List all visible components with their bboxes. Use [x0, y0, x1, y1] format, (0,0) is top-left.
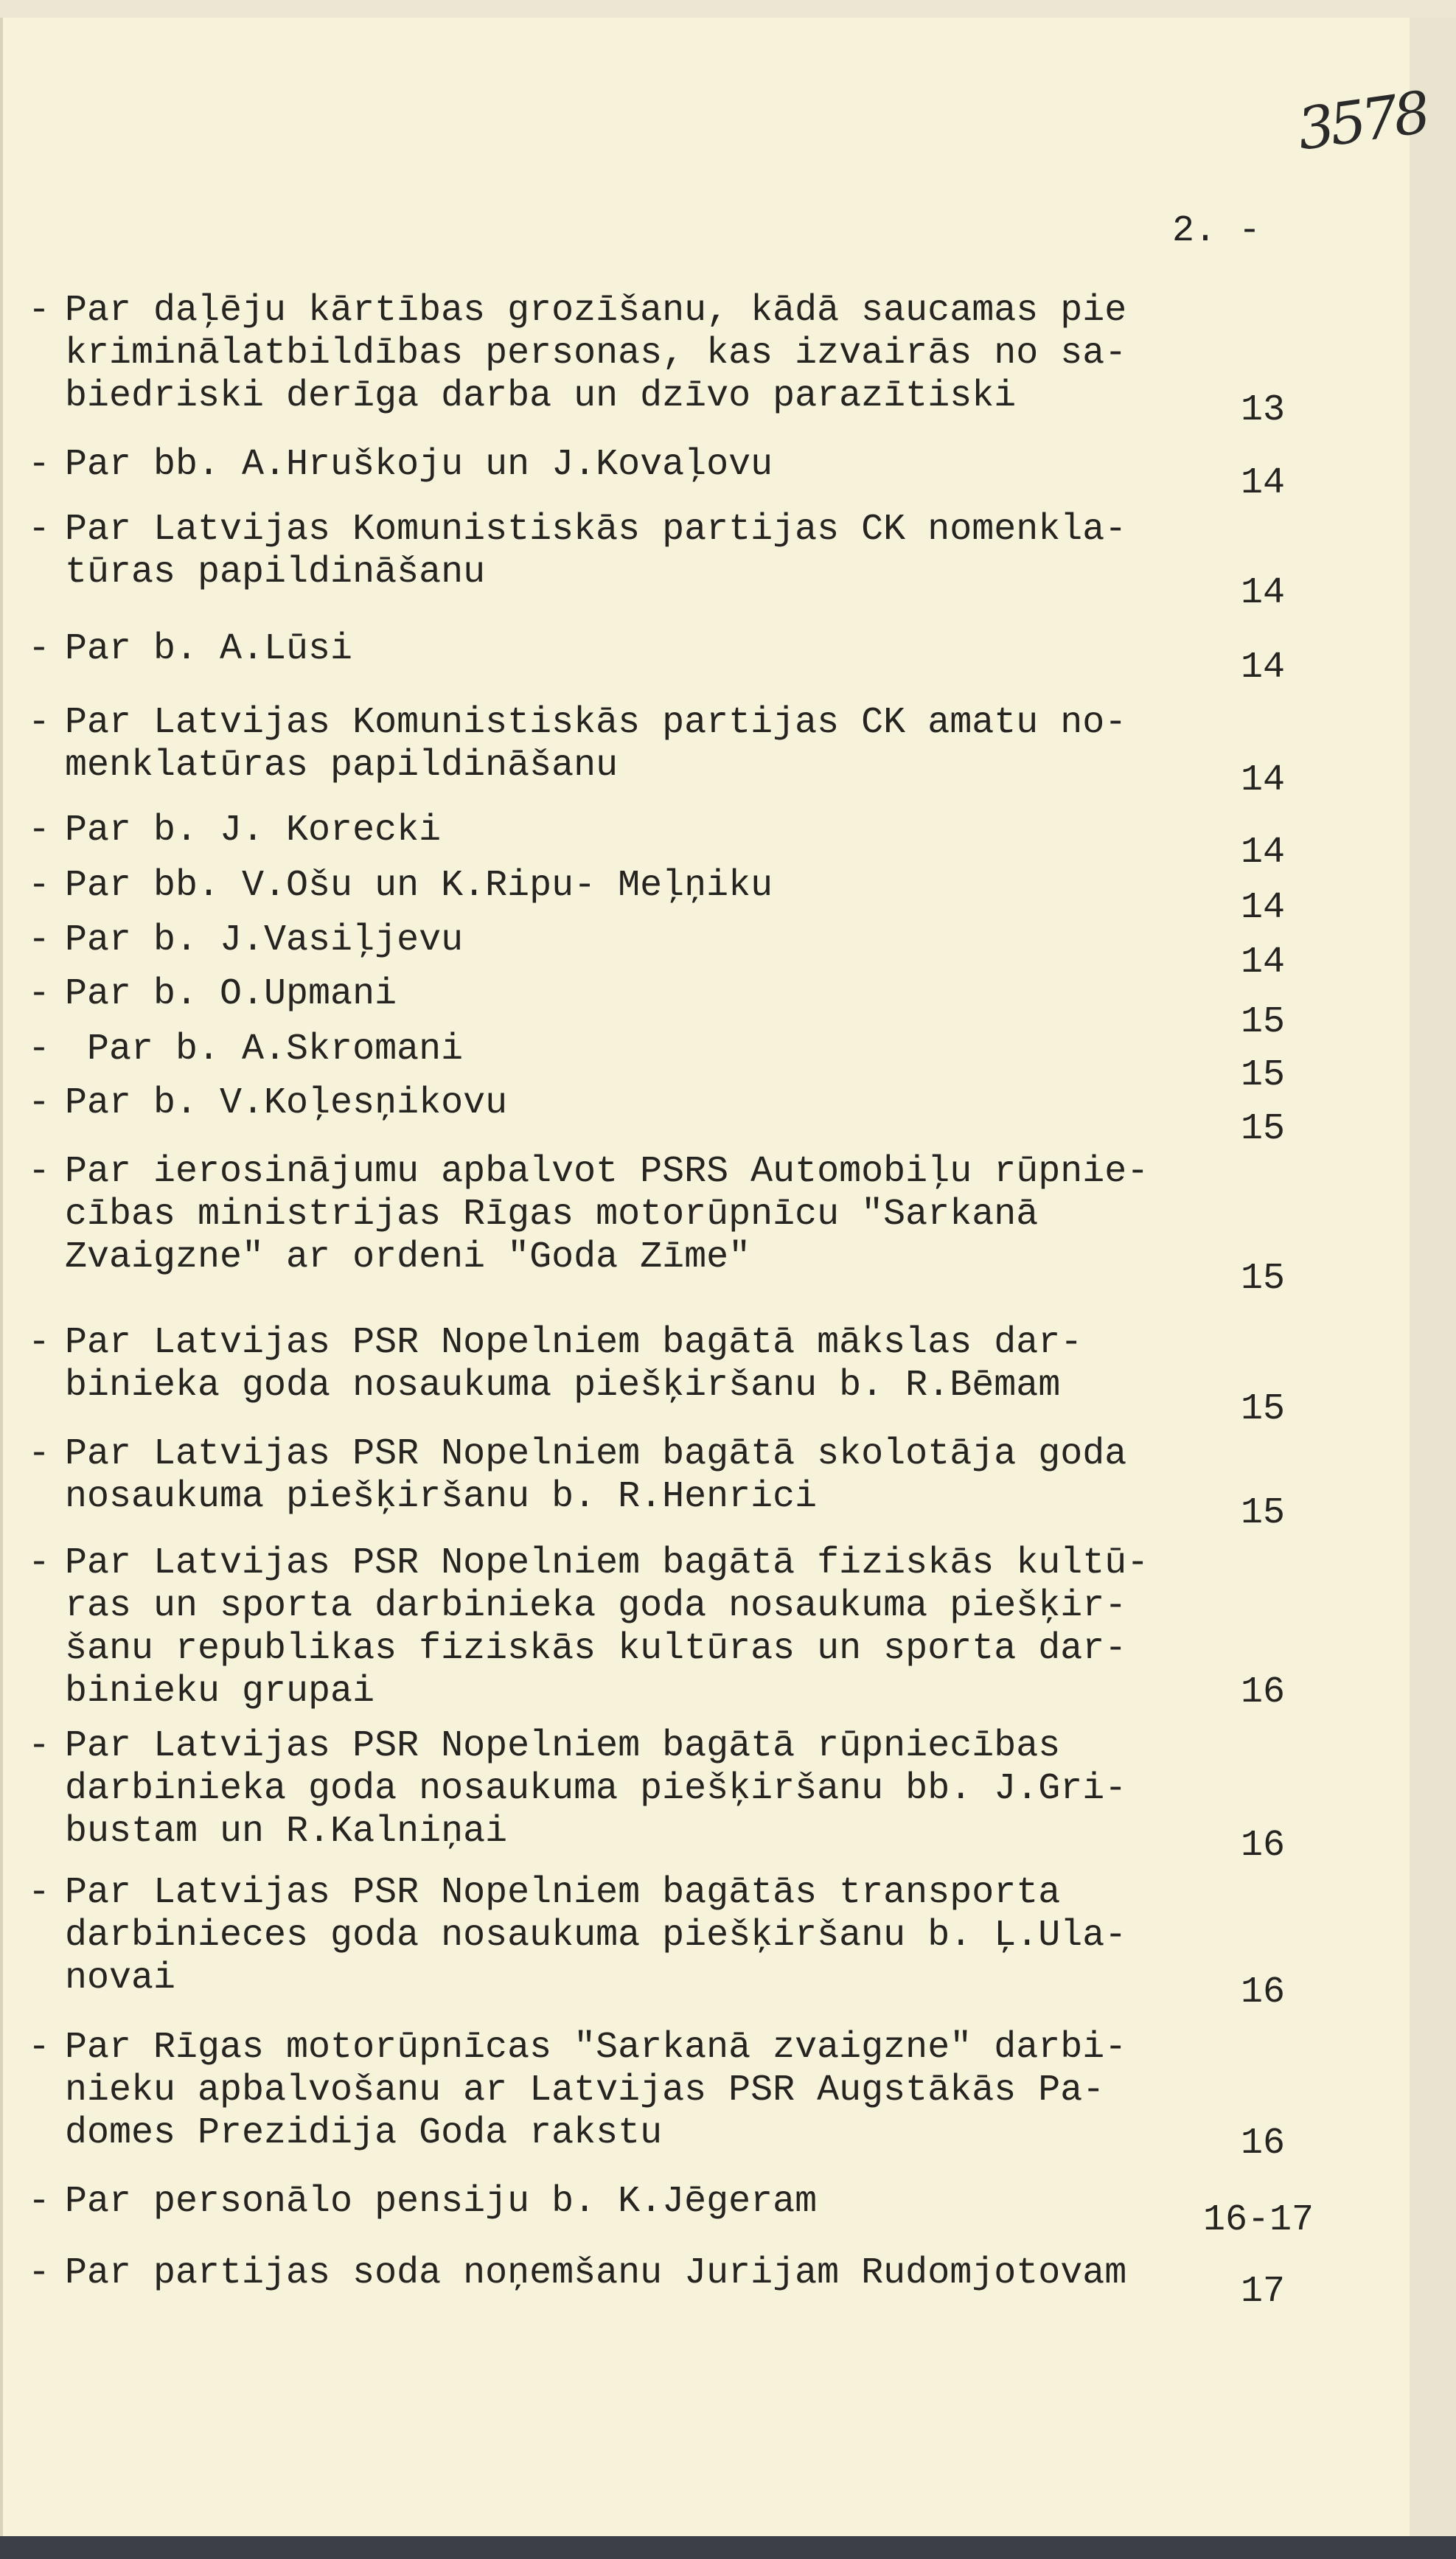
entry-title: [65, 702, 1126, 787]
entry-title: [65, 973, 397, 1016]
entry-page-number: 15: [1241, 1108, 1286, 1150]
entry-title: [65, 1433, 1126, 1519]
entry-title-line: Zvaigzne" ar ordeni "Goda Zīme": [65, 1236, 751, 1278]
entry-title-line: Par Latvijas PSR Nopelniem bagātās transporta: [65, 1872, 1061, 1914]
entry-page-number: 16: [1241, 1971, 1286, 2013]
bullet-dash: -: [28, 1082, 51, 1124]
entry-title-line: Par Latvijas PSR Nopelniem bagātā fiziskās kultū-: [65, 1542, 1149, 1584]
bullet-dash: -: [28, 444, 51, 486]
bullet-dash: -: [28, 2181, 51, 2223]
bullet-dash: -: [28, 1322, 51, 1364]
entry-page-number: 15: [1241, 1388, 1286, 1430]
bullet-dash: -: [28, 1028, 51, 1070]
entry-page-number: 16: [1241, 2123, 1286, 2165]
bullet-dash: -: [28, 865, 51, 907]
entry-title-line: Par Rīgas motorūpnīcas "Sarkanā zvaigzne" darbi-: [65, 2027, 1127, 2069]
entry-page-number: 14: [1241, 647, 1286, 689]
entry-title-line: Par b. O.Upmani: [65, 973, 397, 1015]
bullet-dash: -: [28, 973, 51, 1015]
entry-title-line: Par personālo pensiju b. K.Jēgeram: [65, 2181, 818, 2223]
entry-title: [65, 1542, 1149, 1713]
bullet-dash: -: [28, 509, 51, 551]
scan-background: [0, 2536, 1456, 2559]
entry-title-line: menklatūras papildināšanu: [65, 745, 619, 787]
entry-page-number: 15: [1241, 1054, 1286, 1096]
entry-title-line: nieku apbalvošanu ar Latvijas PSR Augstākās Pa-: [65, 2069, 1105, 2111]
entry-title-line: novai: [65, 1957, 176, 1999]
bullet-dash: -: [28, 2027, 51, 2069]
entry-page-number: 15: [1241, 1492, 1286, 1534]
entry-title: [65, 1322, 1082, 1407]
entry-title-line: ras un sporta darbinieka goda nosaukuma piešķir-: [65, 1585, 1127, 1627]
entry-page-number: 15: [1241, 1001, 1286, 1043]
entry-title-line: darbinieka goda nosaukuma piešķiršanu bb. J.Gri-: [65, 1768, 1127, 1810]
entry-title: [65, 919, 463, 962]
entry-title-line: tūras papildināšanu: [65, 551, 486, 593]
entry-page-number: 14: [1241, 832, 1286, 874]
entry-page-number: 13: [1241, 389, 1286, 431]
bullet-dash: -: [28, 1151, 51, 1193]
entry-page-number: 16: [1241, 1671, 1286, 1713]
entry-title: [65, 444, 773, 487]
entry-title: [65, 290, 1126, 418]
underlying-page-edge: [1410, 0, 1456, 2536]
entry-title-line: Par b. V.Koļesņikovu: [65, 1082, 508, 1124]
entry-title-line: šanu republikas fiziskās kultūras un sporta dar-: [65, 1628, 1127, 1670]
bullet-dash: -: [28, 2252, 51, 2294]
entry-title-line: Par Latvijas PSR Nopelniem bagātā mākslas dar-: [65, 1322, 1083, 1364]
entry-title-line: Par Latvijas Komunistiskās partijas CK amatu no-: [65, 702, 1127, 744]
entry-title-line: Par Latvijas Komunistiskās partijas CK nomenkla-: [65, 509, 1127, 551]
entry-page-number: 14: [1241, 941, 1286, 983]
entry-title-line: biedriski derīga darba un dzīvo parazītiski: [65, 375, 1017, 417]
entry-title-line: binieka goda nosaukuma piešķiršanu b. R.Bēmam: [65, 1365, 1061, 1407]
entry-title-line: domes Prezidija Goda rakstu: [65, 2112, 663, 2154]
entry-title: [65, 2027, 1126, 2155]
entry-page-number: 14: [1241, 887, 1286, 929]
entry-title: [65, 509, 1126, 594]
entry-title-line: Par partijas soda noņemšanu Jurijam Rudomjotovam: [65, 2252, 1127, 2294]
page-number: 2. -: [1172, 210, 1261, 252]
entry-page-number: 14: [1241, 572, 1286, 614]
entry-title: [65, 865, 773, 908]
entry-page-number: 14: [1241, 759, 1286, 801]
entry-title-line: kriminālatbildības personas, kas izvairās no sa-: [65, 333, 1127, 375]
entry-title-line: binieku grupai: [65, 1671, 375, 1713]
entry-title: [65, 2181, 817, 2224]
bullet-dash: -: [28, 919, 51, 961]
entry-title: [65, 1028, 463, 1071]
bullet-dash: -: [28, 290, 51, 332]
bullet-dash: -: [28, 1542, 51, 1584]
entry-title-line: Par bb. V.Ošu un K.Ripu- Meļņiku: [65, 865, 773, 907]
entry-title: [65, 1082, 507, 1125]
bullet-dash: -: [28, 1725, 51, 1767]
bullet-dash: -: [28, 1433, 51, 1475]
entry-title: [65, 1872, 1126, 2000]
bullet-dash: -: [28, 810, 51, 852]
entry-title-line: cības ministrijas Rīgas motorūpnīcu "Sarkanā: [65, 1194, 1039, 1236]
entry-page-number: 17: [1241, 2271, 1286, 2313]
page-top-edge: [0, 0, 1456, 18]
entry-title: [65, 1725, 1126, 1853]
entry-page-number: 14: [1241, 462, 1286, 504]
entry-title-line: nosaukuma piešķiršanu b. R.Henrici: [65, 1476, 818, 1518]
entry-title-line: Par bb. A.Hruškoju un J.Kovaļovu: [65, 444, 773, 486]
entry-page-number: 16-17: [1203, 2199, 1314, 2241]
entry-title-line: darbinieces goda nosaukuma piešķiršanu b. Ļ.Ula-: [65, 1915, 1127, 1957]
bullet-dash: -: [28, 702, 51, 744]
entry-title-line: Par ierosinājumu apbalvot PSRS Automobiļu rūpnie-: [65, 1151, 1149, 1193]
entry-title-line: Par daļēju kārtības grozīšanu, kādā saucamas pie: [65, 290, 1127, 332]
entry-page-number: 15: [1241, 1258, 1286, 1300]
entry-title-line: Par Latvijas PSR Nopelniem bagātā rūpniecības: [65, 1725, 1061, 1767]
entry-title-line: Par b. A.Lūsi: [65, 628, 353, 670]
handwritten-archive-number: 3578: [1293, 80, 1430, 164]
entry-title: [65, 810, 441, 852]
entry-title-line: bustam un R.Kalniņai: [65, 1811, 508, 1853]
entry-title: [65, 2252, 1126, 2295]
entry-title-line: Par b. J.Vasiļjevu: [65, 919, 464, 961]
bullet-dash: -: [28, 1872, 51, 1914]
entry-title: [65, 1151, 1149, 1279]
bullet-dash: -: [28, 628, 51, 670]
entry-title: [65, 628, 352, 671]
entry-title-line: Par Latvijas PSR Nopelniem bagātā skolotāja goda: [65, 1433, 1127, 1475]
entry-title-line: Par b. A.Skromani: [65, 1028, 464, 1070]
entry-page-number: 16: [1241, 1825, 1286, 1867]
entry-title-line: Par b. J. Korecki: [65, 810, 442, 852]
